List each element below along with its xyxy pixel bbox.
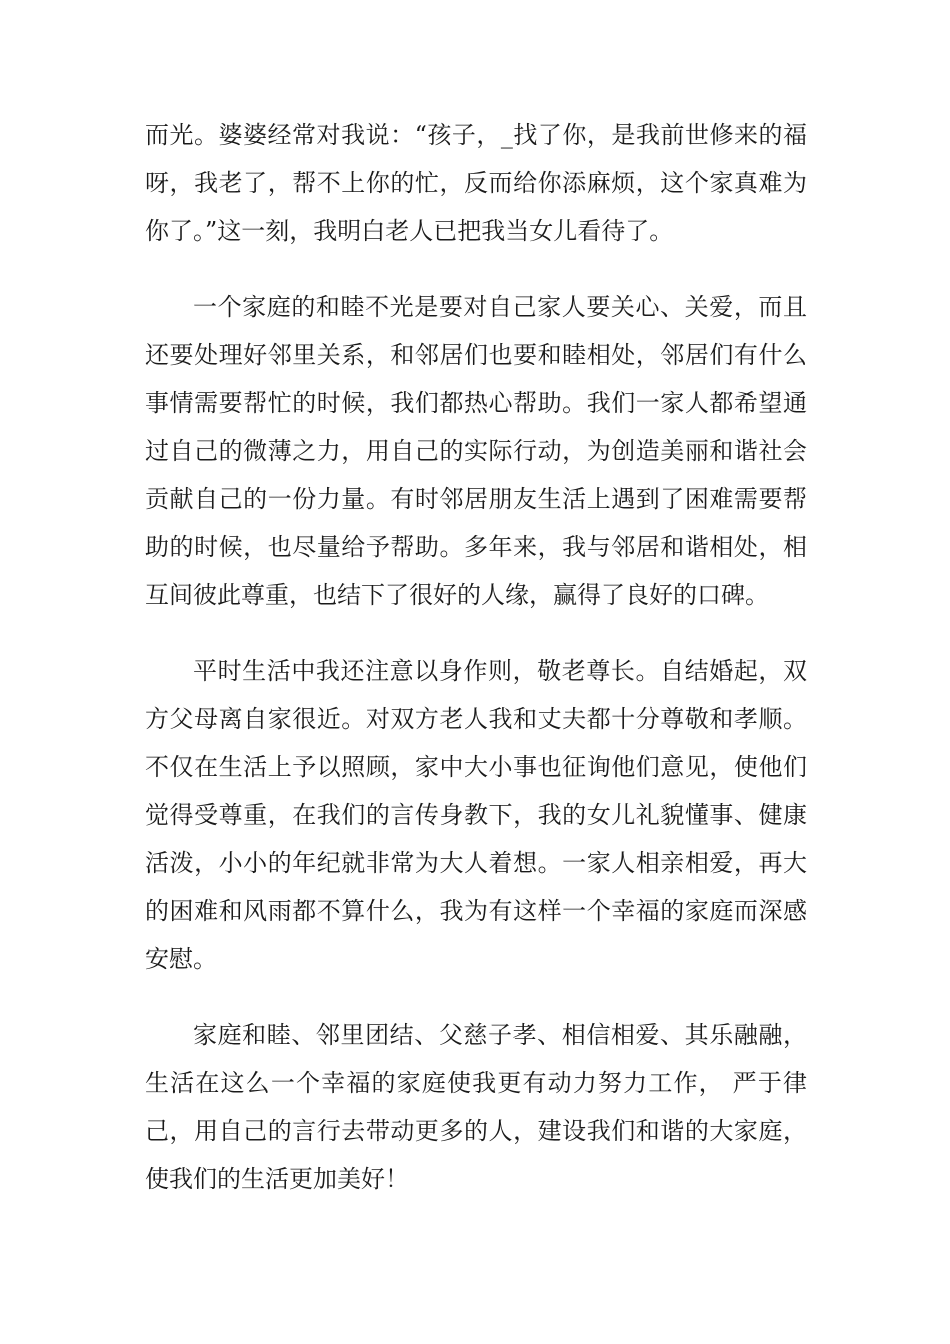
document-body xyxy=(145,111,807,1231)
paragraph-1: 而光。婆婆经常对我说：“孩子，_找了你，是我前世修来的福呀，我老了，帮不上你的忙，反而给你添麻烦，这个家真难为你了。”这一刻，我明白老人已把我当女儿看待了。 xyxy=(145,121,807,245)
paragraph-2: 一个家庭的和睦不光是要对自己家人要关心、关爱，而且还要处理好邻里关系，和邻居们也要和睦相处，邻居们有什么事情需要帮忙的时候，我们都热心帮助。我们一家人都希望通过自己的微薄之力，用自己的实际行动，为创造美丽和谐社会贡献自己的一份力量。有时邻居朋友生活上遇到了困难需要帮助的时候，也尽量给予帮助。多年来，我与邻居和谐相处，相互间彼此尊重，也结下了很好的人缘，赢得了良好的口碑。 xyxy=(145,293,807,609)
paragraph-3: 平时生活中我还注意以身作则，敬老尊长。自结婚起，双方父母离自家很近。对双方老人我和丈夫都十分尊敬和孝顺。不仅在生活上予以照顾，家中大小事也征询他们意见，使他们觉得受尊重，在我们的言传身教下，我的女儿礼貌懂事、健康活泼，小小的年纪就非常为大人着想。一家人相亲相爱，再大的困难和风雨都不算什么，我为有这样一个幸福的家庭而深感安慰。 xyxy=(145,657,807,973)
paragraph-4: 家庭和睦、邻里团结、父慈子孝、相信相爱、其乐融融，生活在这么一个幸福的家庭使我更有动力努力工作， 严于律己，用自己的言行去带动更多的人，建设我们和谐的大家庭，使我们的生活更加美好！ xyxy=(145,1021,807,1193)
